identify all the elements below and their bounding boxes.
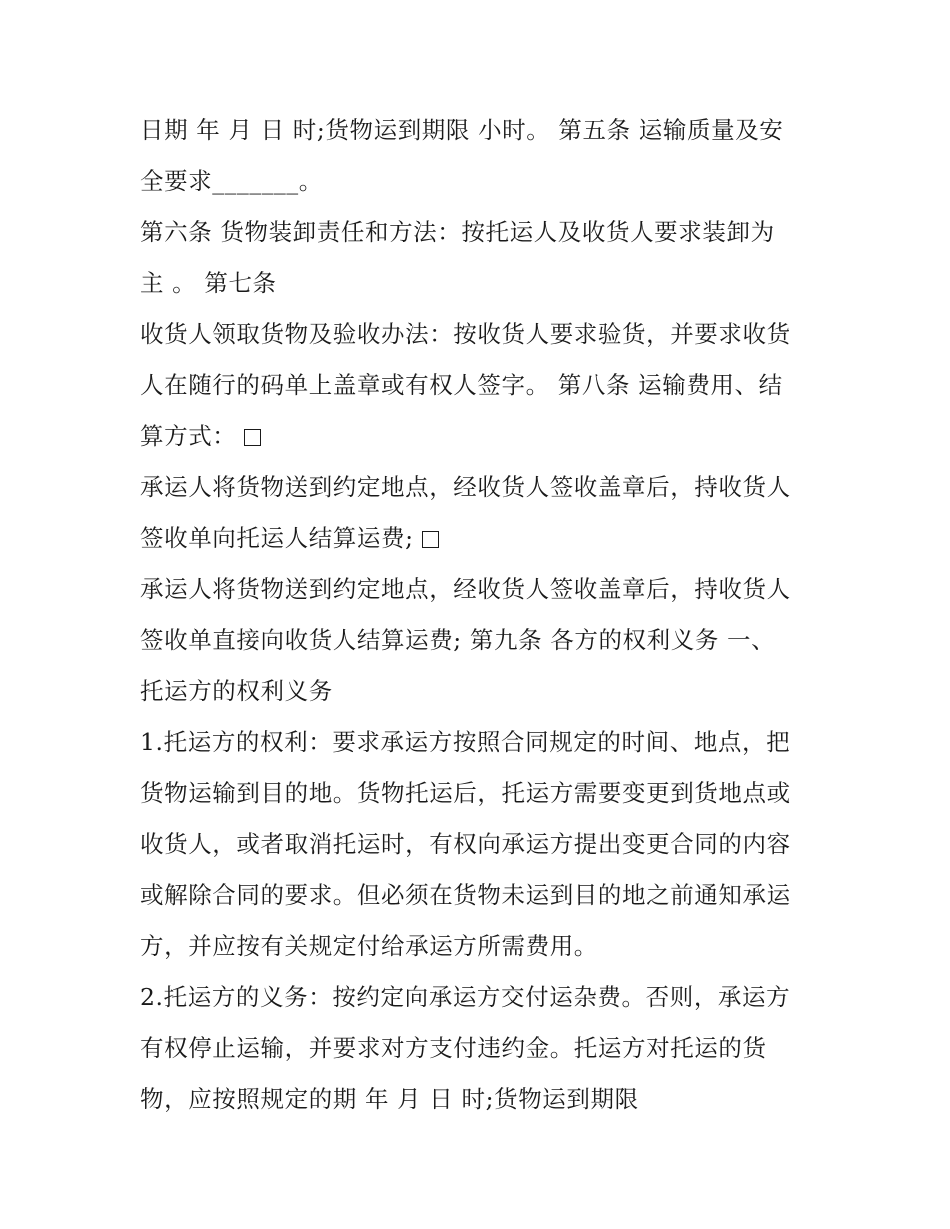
text-line: 物，应按照规定的期 年 月 日 时;货物运到期限 xyxy=(140,1085,639,1113)
text-line: 2.托运方的义务：按约定向承运方交付运杂费。否则，承运方 xyxy=(140,983,791,1011)
text-line: 货物运输到目的地。货物托运后，托运方需要变更到货地点或 xyxy=(140,779,791,807)
payment-option-checkbox[interactable] xyxy=(244,429,261,446)
text-line: 主 。 第七条 xyxy=(140,269,277,297)
text-line: 收货人，或者取消托运时，有权向承运方提出变更合同的内容 xyxy=(140,830,791,858)
text-line: 全要求_______。 xyxy=(140,167,323,195)
text-line: 签收单向托运人结算运费; xyxy=(140,513,820,564)
text-line: 第六条 货物装卸责任和方法：按托运人及收货人要求装卸为 xyxy=(140,218,775,246)
text-line: 承运人将货物送到约定地点，经收货人签收盖章后，持收货人 xyxy=(140,473,791,501)
text-line: 签收单直接向收货人结算运费; 第九条 各方的权利义务 一、 xyxy=(140,626,776,654)
text-line: 承运人将货物送到约定地点，经收货人签收盖章后，持收货人 xyxy=(140,575,791,603)
text-line: 算方式： xyxy=(140,411,820,462)
text-line: 日期 年 月 日 时;货物运到期限 小时。 第五条 运输质量及安 xyxy=(140,116,784,144)
text-line: 收货人领取货物及验收办法：按收货人要求验货，并要求收货 xyxy=(140,320,791,348)
text-line: 人在随行的码单上盖章或有权人签字。 第八条 运输费用、结 xyxy=(140,371,783,399)
text-line: 方，并应按有关规定付给承运方所需费用。 xyxy=(140,932,598,960)
text-line: 托运方的权利义务 xyxy=(140,677,333,705)
text-line: 有权停止运输，并要求对方支付违约金。托运方对托运的货 xyxy=(140,1034,767,1062)
text-line: 或解除合同的要求。但必须在货物未运到目的地之前通知承运 xyxy=(140,881,791,909)
payment-option-checkbox[interactable] xyxy=(422,531,439,548)
text-line: 1.托运方的权利：要求承运方按照合同规定的时间、地点，把 xyxy=(140,728,791,756)
document-page xyxy=(140,105,820,1125)
